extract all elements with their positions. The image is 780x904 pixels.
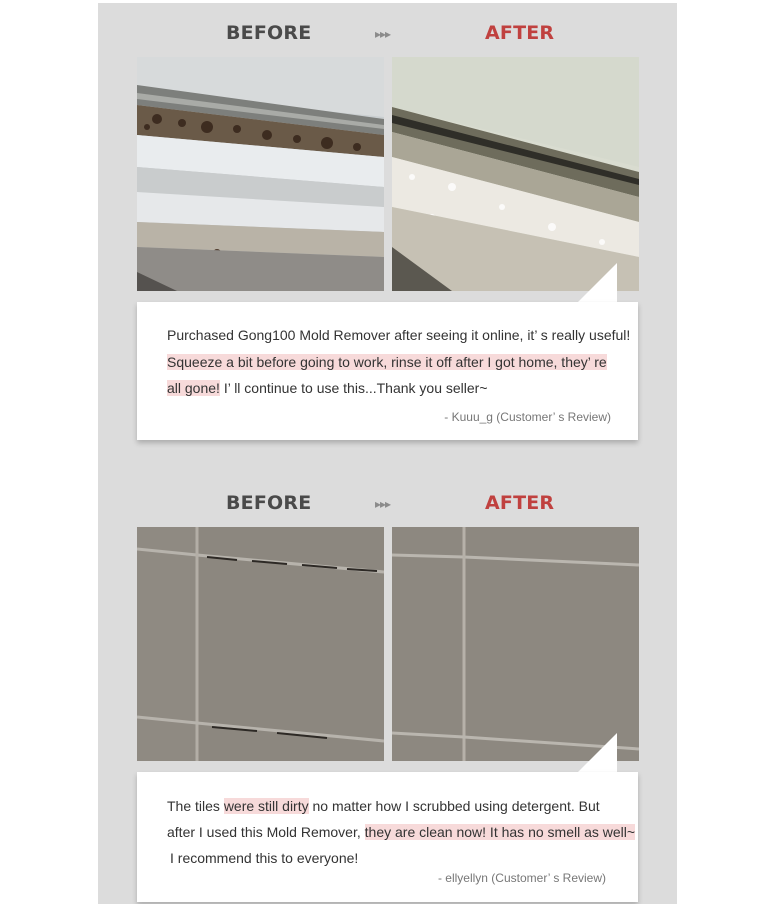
review-2-line-2-a: after I used this Mold Remover, (167, 824, 365, 840)
after-photo-tiles (392, 527, 639, 761)
review-2-line-2 (167, 822, 635, 842)
review-2-highlight-b: they are clean now! It has no smell as well~ (364, 824, 636, 840)
review-1-line-2 (167, 352, 607, 372)
review-2-line-1-a: The tiles (167, 798, 224, 814)
arrows-icon-1: ▸▸▸ (375, 27, 391, 41)
review-card-2 (137, 772, 638, 902)
review-1-highlight-a: Squeeze a bit before going to work, rinse it off after I got home, they’ re (167, 354, 607, 370)
review-2-highlight-a: were still dirty (223, 798, 309, 814)
review-2-line-1 (167, 796, 600, 816)
before-photo-shower-track (137, 57, 384, 291)
review-1-line-3 (167, 378, 488, 398)
review-1-line-1: Purchased Gong100 Mold Remover after seeing it online, it’ s really useful! (167, 327, 631, 343)
speech-notch-1 (577, 263, 617, 303)
after-label-1: AFTER (485, 22, 555, 44)
review-1-signature: - Kuuu_g (Customer’ s Review) (444, 410, 611, 424)
review-2-signature: - ellyellyn (Customer’ s Review) (437, 871, 606, 885)
after-photo-shower-track (392, 57, 639, 291)
review-2-line-3: I recommend this to everyone! (170, 850, 359, 866)
before-label-1: BEFORE (226, 22, 312, 44)
after-label-2: AFTER (485, 492, 555, 514)
speech-notch-2 (577, 733, 617, 773)
arrows-icon-2: ▸▸▸ (375, 497, 391, 511)
review-2-line-1-b: no matter how I scrubbed using detergent. But (308, 798, 600, 814)
review-card-1 (137, 302, 638, 440)
review-1-line-3-rest: I’ ll continue to use this...Thank you seller~ (219, 380, 488, 396)
review-1-highlight-b: all gone! (167, 380, 220, 396)
before-photo-tiles (137, 527, 384, 761)
before-label-2: BEFORE (226, 492, 312, 514)
